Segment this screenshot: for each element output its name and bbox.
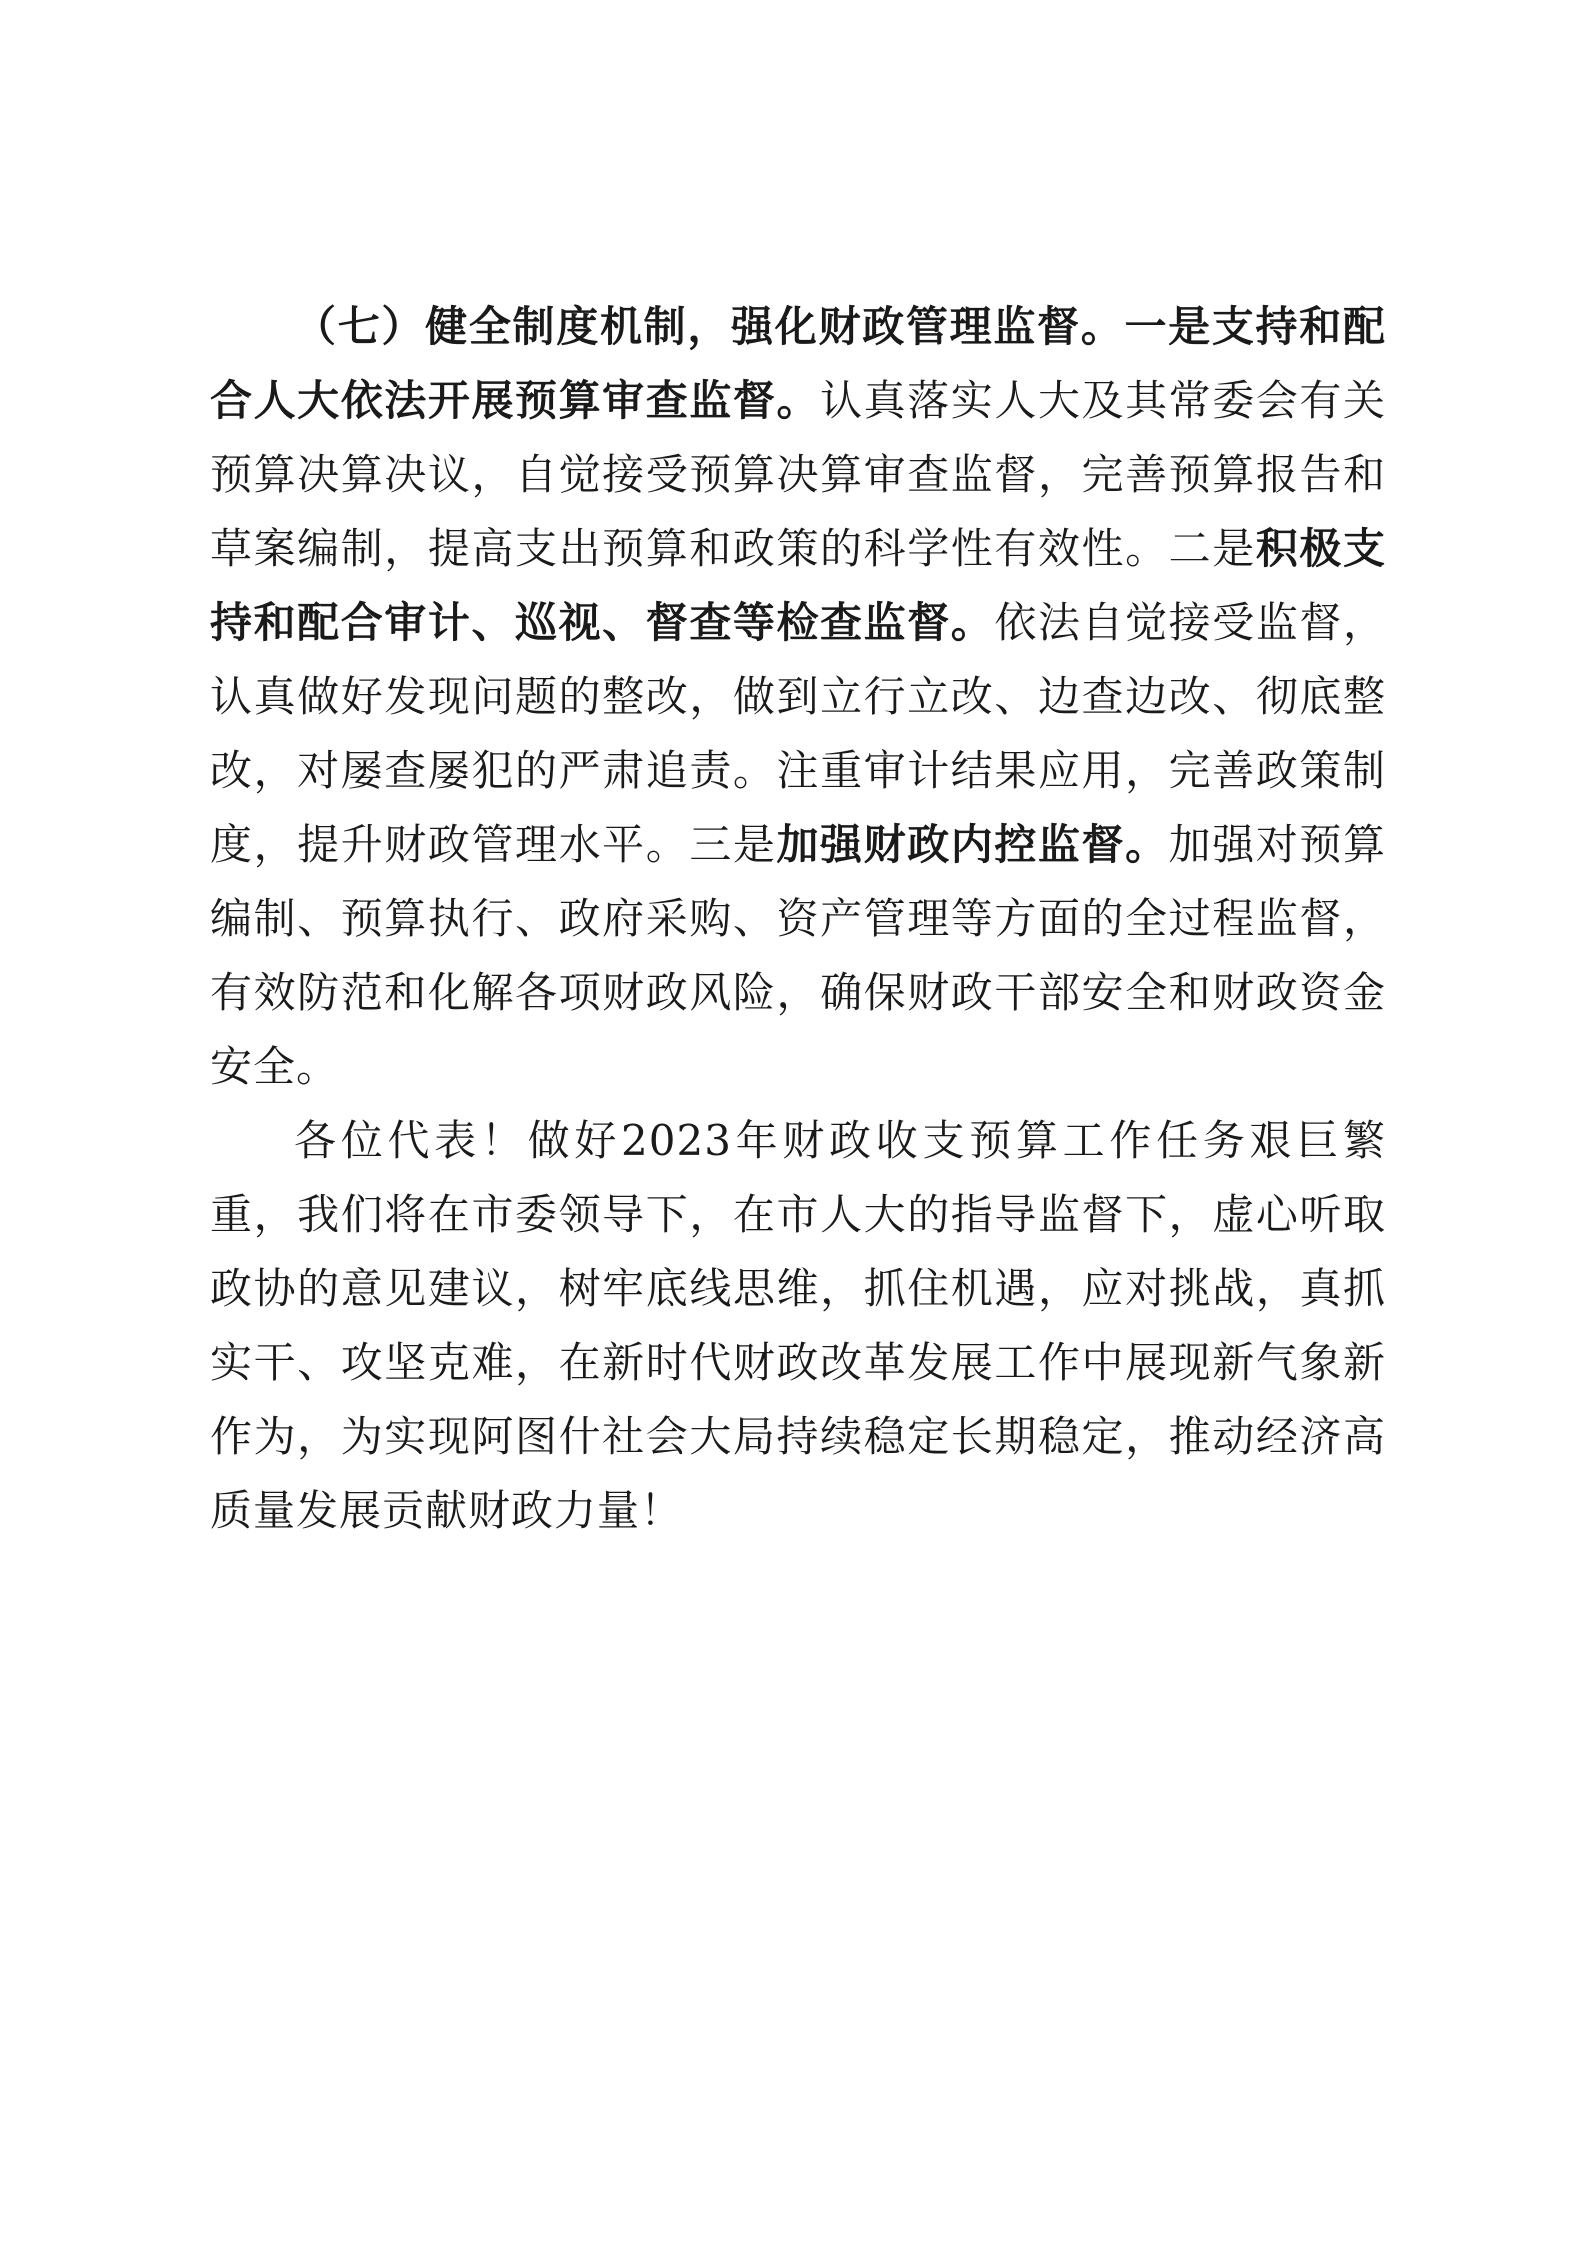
- point1-body: 认真落实人大及其常委会有关预算决算决议，自觉接受预算决算审查监督，完善预算报告和草案编制，提高支出预算和政策的科学性有效性。: [210, 376, 1386, 573]
- point3-body: 加强对预算编制、预算执行、政府采购、资产管理等方面的全过程监督，有效防范和化解各项财政风险，确保财政干部安全和财政资金安全。: [210, 820, 1386, 1091]
- point3-title: 加强财政内控监督。: [776, 820, 1169, 869]
- point2-title: 积极支持和配合审计、巡视、督查等检查监督。: [210, 524, 1386, 647]
- document-body: [210, 290, 1386, 1548]
- point3-prefix: 三是: [689, 820, 777, 869]
- paragraph-finance-supervision: [210, 290, 1386, 1104]
- section-heading: （七）健全制度机制，强化财政管理监督。: [294, 302, 1125, 351]
- point2-body: 依法自觉接受监督，认真做好发现问题的整改，做到立行立改、边查边改、彻底整改，对屡查屡犯的严肃追责。注重审计结果应用，完善政策制度，提升财政管理水平。: [210, 598, 1386, 869]
- point1-title: 一是支持和配合人大依法开展预算审查监督。: [210, 302, 1386, 425]
- point2-prefix: 二是: [1168, 524, 1256, 573]
- paragraph-closing: 各位代表！做好2023年财政收支预算工作任务艰巨繁重，我们将在市委领导下，在市人大的指导监督下，虚心听取政协的意见建议，树牢底线思维，抓住机遇，应对挑战，真抓实干、攻坚克难，在新时代财政改革发展工作中展现新气象新作为，为实现阿图什社会大局持续稳定长期稳定，推动经济高质量发展贡献财政力量！: [210, 1116, 1386, 1535]
